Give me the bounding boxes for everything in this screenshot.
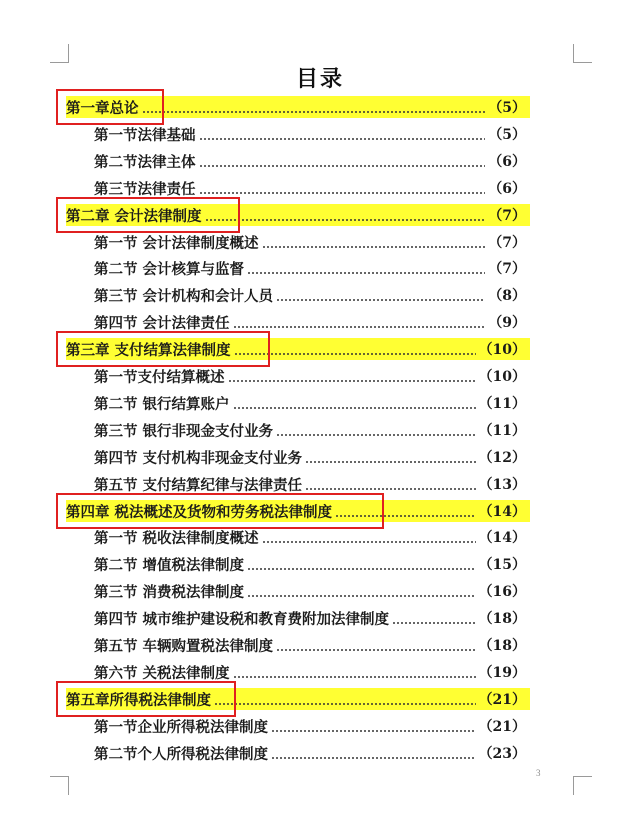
- toc-entry-page: （13）: [478, 477, 526, 493]
- toc-entry-page: （11）: [478, 423, 526, 439]
- toc-chapter-entry[interactable]: [66, 500, 530, 522]
- dot-leader: [276, 299, 485, 301]
- toc-chapter-entry[interactable]: [66, 688, 530, 710]
- toc-entry-page: （5）: [488, 127, 526, 143]
- toc-section-entry[interactable]: [94, 742, 530, 764]
- toc-entry-label: 第四节 城市维护建设税和教育费附加法律制度: [94, 610, 390, 628]
- dot-leader: [233, 407, 476, 409]
- dot-leader: [276, 649, 475, 651]
- toc-entry-page: （14）: [478, 504, 526, 520]
- toc-entry-label: 第三节 消费税法律制度: [94, 583, 245, 601]
- toc-entry-page: （12）: [478, 450, 526, 466]
- toc-section-entry[interactable]: [94, 365, 530, 387]
- toc-entry-page: （8）: [488, 288, 526, 304]
- toc-entry-page: （6）: [488, 154, 526, 170]
- toc-entry-page: （5）: [488, 100, 526, 116]
- dot-leader: [271, 730, 476, 732]
- toc-entry-page: （18）: [478, 611, 526, 627]
- page-number: 3: [536, 768, 541, 778]
- toc-entry-page: （21）: [478, 692, 526, 708]
- toc-entry-label: 第三节法律责任: [94, 180, 196, 198]
- toc-entry-label: 第一节企业所得税法律制度: [94, 718, 268, 736]
- toc-entry-page: （21）: [478, 719, 526, 735]
- toc-entry-label: 第一章总论: [66, 99, 139, 117]
- toc-entry-label: 第五节 车辆购置税法律制度: [94, 637, 274, 655]
- dot-leader: [392, 622, 475, 624]
- toc-entry-page: （7）: [488, 208, 526, 224]
- toc-entry-label: 第二节 增值税法律制度: [94, 556, 245, 574]
- toc-section-entry[interactable]: [94, 446, 530, 468]
- toc-chapter-entry[interactable]: [66, 96, 530, 118]
- dot-leader: [205, 219, 486, 221]
- dot-leader: [199, 192, 486, 194]
- dot-leader: [214, 703, 476, 705]
- toc-entry-page: （14）: [478, 530, 526, 546]
- dot-leader: [199, 138, 486, 140]
- toc-entry-page: （6）: [488, 181, 526, 197]
- toc-chapter-entry[interactable]: [66, 338, 530, 360]
- toc-entry-page: （19）: [478, 665, 526, 681]
- dot-leader: [305, 488, 475, 490]
- toc-section-entry[interactable]: [94, 177, 530, 199]
- dot-leader: [247, 595, 475, 597]
- toc-section-entry[interactable]: [94, 607, 530, 629]
- dot-leader: [234, 353, 476, 355]
- toc-chapter-entry[interactable]: [66, 204, 530, 226]
- toc-entry-label: 第三节 会计机构和会计人员: [94, 287, 274, 305]
- toc-entry-label: 第四节 支付机构非现金支付业务: [94, 449, 303, 467]
- toc-entry-label: 第一节法律基础: [94, 126, 196, 144]
- toc-section-entry[interactable]: [94, 419, 530, 441]
- toc-section-entry[interactable]: [94, 123, 530, 145]
- dot-leader: [262, 541, 476, 543]
- dot-leader: [199, 165, 486, 167]
- toc-entry-label: 第三章 支付结算法律制度: [66, 341, 231, 359]
- toc-entry-page: （16）: [478, 584, 526, 600]
- toc-entry-label: 第二章 会计法律制度: [66, 207, 202, 225]
- dot-leader: [276, 434, 475, 436]
- toc-section-entry[interactable]: [94, 150, 530, 172]
- toc-entry-page: （7）: [488, 235, 526, 251]
- page-title: 目录: [295, 66, 344, 92]
- toc-entry-label: 第二节个人所得税法律制度: [94, 745, 268, 763]
- crop-mark-bottom-left: [50, 776, 69, 795]
- dot-leader: [233, 326, 486, 328]
- toc-entry-label: 第六节 关税法律制度: [94, 664, 230, 682]
- dot-leader: [228, 380, 476, 382]
- toc-section-entry[interactable]: [94, 473, 530, 495]
- toc-entry-page: （18）: [478, 638, 526, 654]
- toc-entry-label: 第五节 支付结算纪律与法律责任: [94, 476, 303, 494]
- toc-section-entry[interactable]: [94, 257, 530, 279]
- toc-entry-label: 第一节 会计法律制度概述: [94, 234, 259, 252]
- toc-section-entry[interactable]: [94, 392, 530, 414]
- toc-section-entry[interactable]: [94, 311, 530, 333]
- toc-entry-page: （23）: [478, 746, 526, 762]
- dot-leader: [271, 757, 476, 759]
- toc-section-entry[interactable]: [94, 661, 530, 683]
- crop-mark-top-right: [573, 44, 592, 63]
- dot-leader: [305, 461, 475, 463]
- toc-entry-page: （10）: [478, 369, 526, 385]
- toc-section-entry[interactable]: [94, 580, 530, 602]
- toc-entry-label: 第四章 税法概述及货物和劳务税法律制度: [66, 503, 333, 521]
- dot-leader: [335, 515, 475, 517]
- toc-entry-page: （9）: [488, 315, 526, 331]
- toc-section-entry[interactable]: [94, 634, 530, 656]
- crop-mark-top-left: [50, 44, 69, 63]
- dot-leader: [247, 568, 475, 570]
- toc-entry-label: 第二节法律主体: [94, 153, 196, 171]
- toc-section-entry[interactable]: [94, 231, 530, 253]
- toc-entry-page: （15）: [478, 557, 526, 573]
- toc-entry-label: 第二节 会计核算与监督: [94, 260, 245, 278]
- toc-entry-page: （7）: [488, 261, 526, 277]
- toc-entry-label: 第一节 税收法律制度概述: [94, 529, 259, 547]
- dot-leader: [262, 246, 486, 248]
- toc-section-entry[interactable]: [94, 553, 530, 575]
- toc-entry-label: 第一节支付结算概述: [94, 368, 225, 386]
- toc-entry-page: （11）: [478, 396, 526, 412]
- dot-leader: [247, 272, 485, 274]
- toc-entry-label: 第三节 银行非现金支付业务: [94, 422, 274, 440]
- toc-entry-label: 第二节 银行结算账户: [94, 395, 230, 413]
- toc-section-entry[interactable]: [94, 526, 530, 548]
- toc-entry-label: 第五章所得税法律制度: [66, 691, 211, 709]
- dot-leader: [233, 676, 476, 678]
- toc-section-entry[interactable]: [94, 715, 530, 737]
- dot-leader: [142, 111, 486, 113]
- toc-entry-label: 第四节 会计法律责任: [94, 314, 230, 332]
- toc-entry-page: （10）: [478, 342, 526, 358]
- toc-section-entry[interactable]: [94, 284, 530, 306]
- crop-mark-bottom-right: [573, 776, 592, 795]
